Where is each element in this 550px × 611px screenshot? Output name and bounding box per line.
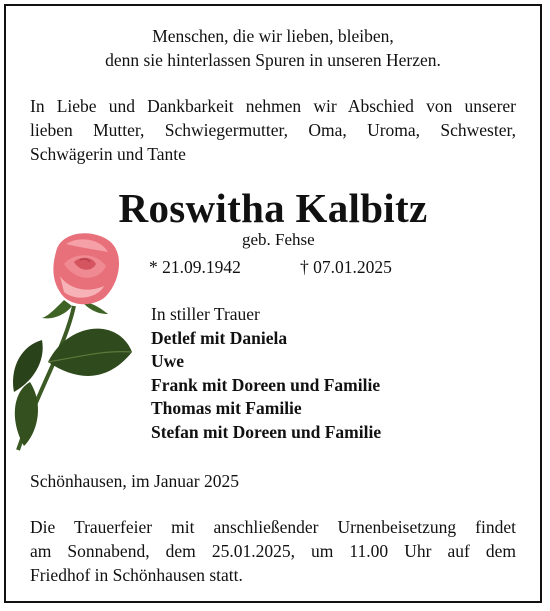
quote-line-2: denn sie hinterlassen Spuren in unseren Herzen. xyxy=(105,50,441,70)
funeral-line-2: am Sonnabend, dem 25.01.2025, um 11.00 Uhr auf dem xyxy=(30,541,516,561)
funeral-line-3: Friedhof in Schönhausen statt. xyxy=(30,565,243,585)
farewell-intro xyxy=(30,94,516,166)
funeral-notice xyxy=(30,515,516,587)
quote-line-1: Menschen, die wir lieben, bleiben, xyxy=(152,26,394,46)
mourners-list xyxy=(151,303,381,444)
funeral-line-1: Die Trauerfeier mit anschließender Urnenbeisetzung findet xyxy=(30,517,516,537)
maiden-name: geb. Fehse xyxy=(242,230,315,249)
intro-line-3: Schwägerin und Tante xyxy=(30,144,186,164)
mourner-name: Thomas mit Familie xyxy=(151,398,302,418)
memorial-quote xyxy=(6,24,540,72)
intro-line-1: In Liebe und Dankbarkeit nehmen wir Abschied von unserer xyxy=(30,96,516,116)
mourner-name: Uwe xyxy=(151,351,185,371)
obituary-frame xyxy=(4,4,542,603)
mourner-name: Stefan mit Doreen und Familie xyxy=(151,421,382,442)
deceased-name: Roswitha Kalbitz xyxy=(118,185,428,231)
rose-icon xyxy=(8,222,138,452)
birth-date: * 21.09.1942 xyxy=(149,257,241,277)
mourner-name: Frank mit Doreen und Familie xyxy=(151,374,381,395)
mourners-heading: In stiller Trauer xyxy=(151,304,260,324)
place-and-date: Schönhausen, im Januar 2025 xyxy=(30,471,239,491)
death-date: † 07.01.2025 xyxy=(300,257,392,277)
intro-line-2: lieben Mutter, Schwiegermutter, Oma, Uroma, Schwester, xyxy=(30,120,516,140)
mourner-name: Detlef mit Daniela xyxy=(151,327,288,348)
